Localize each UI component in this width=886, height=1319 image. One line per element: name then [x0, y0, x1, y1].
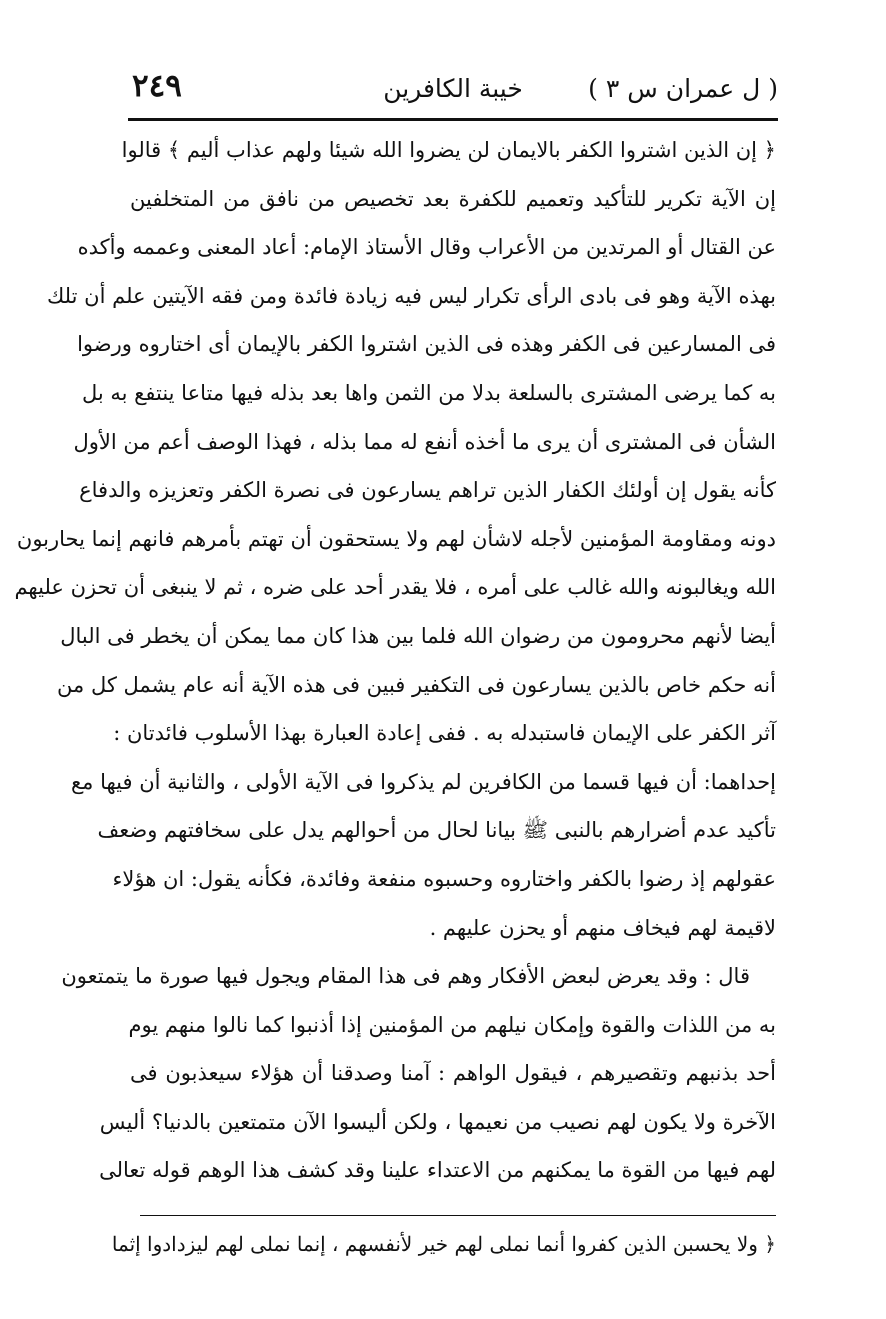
text-line: إحداهما: أن فيها قسما من الكافرين لم يذكروا فى الآية الأولى ، والثانية أن فيها مع	[70, 769, 776, 794]
text-line: أحد بذنبهم وتقصيرهم ، فيقول الواهم : آمنا وصدقنا أن هؤلاء سيعذبون فى	[130, 1061, 776, 1086]
text-line: به من اللذات والقوة وإمكان نيلهم من المؤمنين إذا أذنبوا كما نالوا منهم يوم	[128, 1012, 776, 1037]
continued-verse-line: ﴿ ولا يحسبن الذين كفروا أنما نملى لهم خير لأنفسهم ، إنما نملى لهم ليزدادوا إثما	[111, 1232, 776, 1256]
text-line: تأكيد عدم أضرارهم بالنبى ﷺ بيانا لحال من أحوالهم يدل على سخافتهم وضعف	[97, 818, 776, 843]
page-header	[128, 66, 778, 118]
text-line: الشأن فى المشترى أن يرى ما أخذه أنفع له مما بذله ، فهذا الوصف أعم من الأول	[73, 429, 776, 454]
text-line: لهم فيها من القوة ما يمكنهم من الاعتداء علينا وقد كشف هذا الوهم قوله تعالى	[99, 1158, 776, 1183]
section-reference: ( ل عمران س ٣ )	[588, 74, 778, 103]
footnote-rule	[140, 1215, 776, 1216]
text-line: أنه حكم خاص بالذين يسارعون فى التكفير فبين فى هذه الآية أنه عام يشمل كل من	[57, 672, 776, 697]
text-line: إن الآية تكرير للتأكيد وتعميم للكفرة بعد تخصيص من نافق من المتخلفين	[130, 186, 776, 211]
text-line: الآخرة ولا يكون لهم نصيب من نعيمها ، ولكن أليسوا الآن متمتعين بالدنيا؟ أليس	[99, 1109, 776, 1134]
text-line: فى المسارعين فى الكفر وهذه فى الذين اشتروا الكفر بالإيمان أى اختاروه ورضوا	[77, 332, 776, 357]
header-rule	[128, 118, 778, 121]
page-number: ٢٤٩	[132, 68, 182, 104]
text-line: قال : وقد يعرض لبعض الأفكار وهم فى هذا المقام ويجول فيها صورة ما يتمتعون	[61, 964, 750, 989]
text-line: بهذه الآية وهو فى بادى الرأى تكرار ليس فيه زيادة فائدة ومن فقه الآيتين علم أن تلك	[46, 283, 776, 308]
text-line: أيضا لأنهم محرومون من رضوان الله فلما بين هذا كان مما يمكن أن يخطر فى البال	[60, 623, 776, 648]
text-line: الله ويغالبونه والله غالب على أمره ، فلا يقدر أحد على ضره ، ثم لا ينبغى أن تحزن عليهم	[14, 575, 776, 600]
text-line: كأنه يقول إن أولئك الكفار الذين تراهم يسارعون فى نصرة الكفر وتعزيزه والدفاع	[79, 478, 776, 503]
text-line: آثر الكفر على الإيمان فاستبدله به . ففى إعادة العبارة بهذا الأسلوب فائدتان :	[113, 721, 776, 746]
text-line: عن القتال أو المرتدين من الأعراب وقال الأستاذ الإمام: أعاد المعنى وعممه وأكده	[77, 235, 776, 260]
text-line: ﴿ إن الذين اشتروا الكفر بالايمان لن يضروا الله شيئا ولهم عذاب أليم ﴾ قالوا	[121, 138, 776, 162]
text-line: لاقيمة لهم فيخاف منهم أو يحزن عليهم .	[429, 915, 776, 940]
running-title: خيبة الكافرين	[383, 74, 523, 103]
text-line: دونه ومقاومة المؤمنين لأجله لاشأن لهم ولا يستحقون أن تهتم بأمرهم فانهم إنما يحاربون	[16, 526, 776, 551]
text-line: به كما يرضى المشترى بالسلعة بدلا من الثمن واها بعد بذله فيها متاعا ينتفع به بل	[81, 380, 776, 405]
text-line: عقولهم إذ رضوا بالكفر واختاروه وحسبوه منفعة وفائدة، فكأنه يقول: ان هؤلاء	[112, 866, 776, 891]
body-text	[14, 126, 776, 1195]
